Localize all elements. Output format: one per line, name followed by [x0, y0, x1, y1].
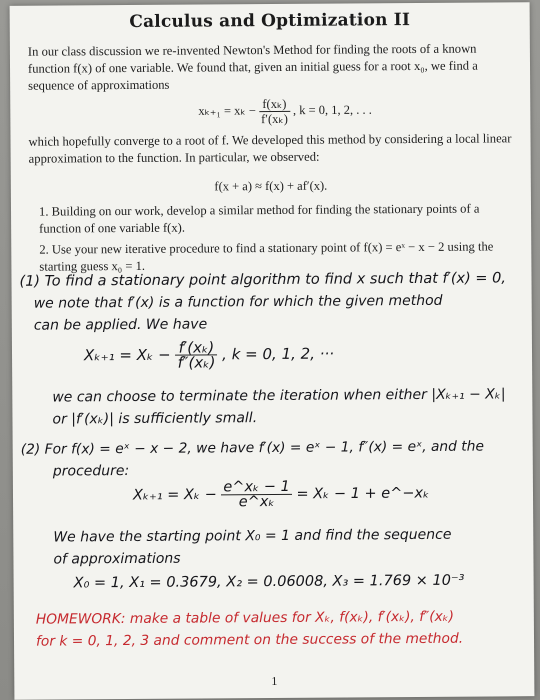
formula-fraction: [259, 97, 290, 126]
homework-line-2: for k = 0, 1, 2, 3 and comment on the success of the method.: [35, 630, 464, 650]
answer-2-sequence: X₀ = 1, X₁ = 0.3679, X₂ = 0.06008, X₃ = 1.769 × 10⁻³: [73, 572, 465, 592]
page-title: Calculus and Optimization II: [129, 10, 411, 32]
question-number: 1.: [38, 204, 49, 219]
answer-1-line-1: (1) To find a stationary point algorithm to find x such that f′(x) = 0,: [19, 270, 507, 290]
formula-numerator: f′(xₖ): [175, 340, 217, 355]
answer-2-line-2: procedure:: [52, 462, 130, 480]
formula-lhs: Xₖ₊₁ = Xₖ −: [83, 345, 171, 365]
formula-denominator: f′(xₖ): [261, 111, 288, 127]
question-1: [39, 200, 511, 237]
answer-1-line-4: we can choose to terminate the iteration when either |Xₖ₊₁ − Xₖ|: [52, 386, 506, 406]
formula-numerator: e^xₖ − 1: [223, 478, 290, 496]
homework-line-1: HOMEWORK: make a table of values for Xₖ, f(xₖ), f′(xₖ), f″(xₖ): [35, 608, 455, 628]
formula-fraction: [175, 338, 217, 372]
question-text: Building on our work, develop a similar method for finding the stationary points of a function of one variable f(x).: [39, 201, 480, 236]
question-text: Use your new iterative procedure to find a stationary point of f(x) = eˣ − x − 2 using the starting guess x₀ = 1.: [39, 239, 494, 274]
answer-1-line-5: or |f′(xₖ)| is sufficiently small.: [52, 410, 258, 428]
answer-1-line-2: we note that f′(x) is a function for which the given method: [33, 292, 443, 312]
page-number: 1: [271, 673, 278, 689]
formula-denominator: e^xₖ: [238, 493, 275, 511]
answer-1-line-3: can be applied. We have: [33, 316, 208, 334]
formula-index: , k = 0, 1, 2, ···: [222, 344, 335, 364]
formula-lhs: xₖ₊₁ = xₖ −: [198, 103, 256, 118]
answer-2-line-3: We have the starting point X₀ = 1 and find the sequence: [53, 526, 452, 546]
intro-paragraph: In our class discussion we re-invented Newton's Method for finding the roots of a known function f(x) of one variable. We found that, given an initial guess for a root x₀, we find a sequence of approximations: [27, 41, 478, 93]
linear-approximation: f(x + a) ≈ f(x) + af′(x).: [214, 178, 328, 194]
question-number: 2.: [39, 242, 49, 257]
answer-1-formula: [84, 340, 334, 371]
formula-lhs: Xₖ₊₁ = Xₖ −: [132, 486, 217, 504]
formula-simplified: = Xₖ − 1 + e^−xₖ: [296, 485, 430, 503]
answer-2-line-1: (2) For f(x) = eˣ − x − 2, we have f′(x) = eˣ − 1, f″(x) = eˣ, and the: [20, 438, 484, 458]
formula-denominator: f″(xₖ): [177, 353, 216, 372]
formula-index: , k = 0, 1, 2, . . .: [292, 102, 372, 118]
formula-fraction: [221, 480, 292, 509]
after-formula-paragraph: which hopefully converge to a root of f. We developed this method by considering a local linear approximation to the function. In particular, we observed:: [28, 131, 512, 166]
answer-2-formula: [133, 479, 429, 510]
answer-2-line-4: of approximations: [53, 550, 181, 568]
document-page: [10, 2, 535, 700]
newton-formula: [198, 96, 372, 126]
formula-numerator: f(xₖ): [259, 97, 290, 112]
